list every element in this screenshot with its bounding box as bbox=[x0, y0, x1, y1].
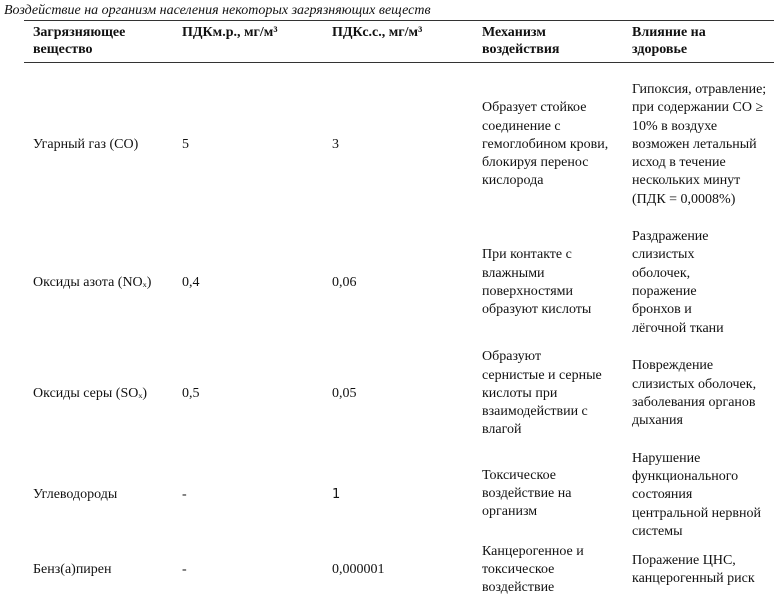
cell-mechanism: Токсическое воздействие на организм bbox=[482, 467, 572, 520]
header-impact: Влияние на здоровье bbox=[632, 25, 706, 57]
cell-pdk-mr: - bbox=[182, 561, 187, 577]
cell-impact: Поражение ЦНС, канцерогенный риск bbox=[632, 552, 755, 586]
cell-mechanism: Образует стойкое соединение с гемоглобином крови, блокируя перенос кислорода bbox=[482, 100, 609, 189]
header-pdk-ss: ПДКс.с., мг/м³ bbox=[332, 25, 423, 40]
cell-pdk-mr: 5 bbox=[182, 136, 189, 152]
cell-pdk-ss: 0,06 bbox=[332, 274, 357, 290]
cell-substance: Бенз(а)пирен bbox=[33, 561, 112, 577]
table-caption: Воздействие на организм населения некоторых загрязняющих веществ bbox=[4, 3, 431, 18]
cell-pdk-mr: - bbox=[182, 487, 187, 503]
cell-pdk-ss: 3 bbox=[332, 136, 339, 152]
cell-pdk-ss: 0,05 bbox=[332, 385, 357, 401]
cell-pdk-ss: 1 bbox=[332, 487, 341, 503]
cell-mechanism: Образуют сернистые и серные кислоты при взаимодействии с влагой bbox=[482, 349, 602, 438]
cell-substance: Угарный газ (CO) bbox=[33, 136, 139, 152]
cell-impact: Повреждение слизистых оболочек, заболевания органов дыхания bbox=[632, 358, 757, 429]
table-top-rule bbox=[24, 20, 774, 21]
cell-impact: Гипоксия, отравление; при содержании CO ≥ 10% в воздухе возможен летальный исход в течение нескольких минут (ПДК = 0,0008%) bbox=[632, 81, 767, 207]
header-substance: Загрязняющее вещество bbox=[33, 25, 126, 57]
header-pdk-mr: ПДКм.р., мг/м³ bbox=[182, 25, 278, 40]
cell-substance: Оксиды серы (SOₓ) bbox=[33, 385, 148, 401]
cell-substance: Углеводороды bbox=[33, 487, 118, 503]
table-header-rule bbox=[24, 62, 774, 63]
cell-pdk-mr: 0,4 bbox=[182, 274, 200, 290]
cell-substance: Оксиды азота (NOₓ) bbox=[33, 274, 152, 290]
header-mechanism: Механизм воздействия bbox=[482, 25, 560, 57]
cell-mechanism: При контакте с влажными поверхностями образуют кислоты bbox=[482, 247, 592, 318]
cell-pdk-ss: 0,000001 bbox=[332, 561, 385, 577]
cell-impact: Нарушение функционального состояния центральной нервной системы bbox=[632, 450, 761, 539]
cell-pdk-mr: 0,5 bbox=[182, 385, 200, 401]
cell-impact: Раздражение слизистых оболочек, поражение бронхов и лёгочной ткани bbox=[632, 229, 724, 336]
cell-mechanism: Канцерогенное и токсическое воздействие bbox=[482, 543, 584, 596]
